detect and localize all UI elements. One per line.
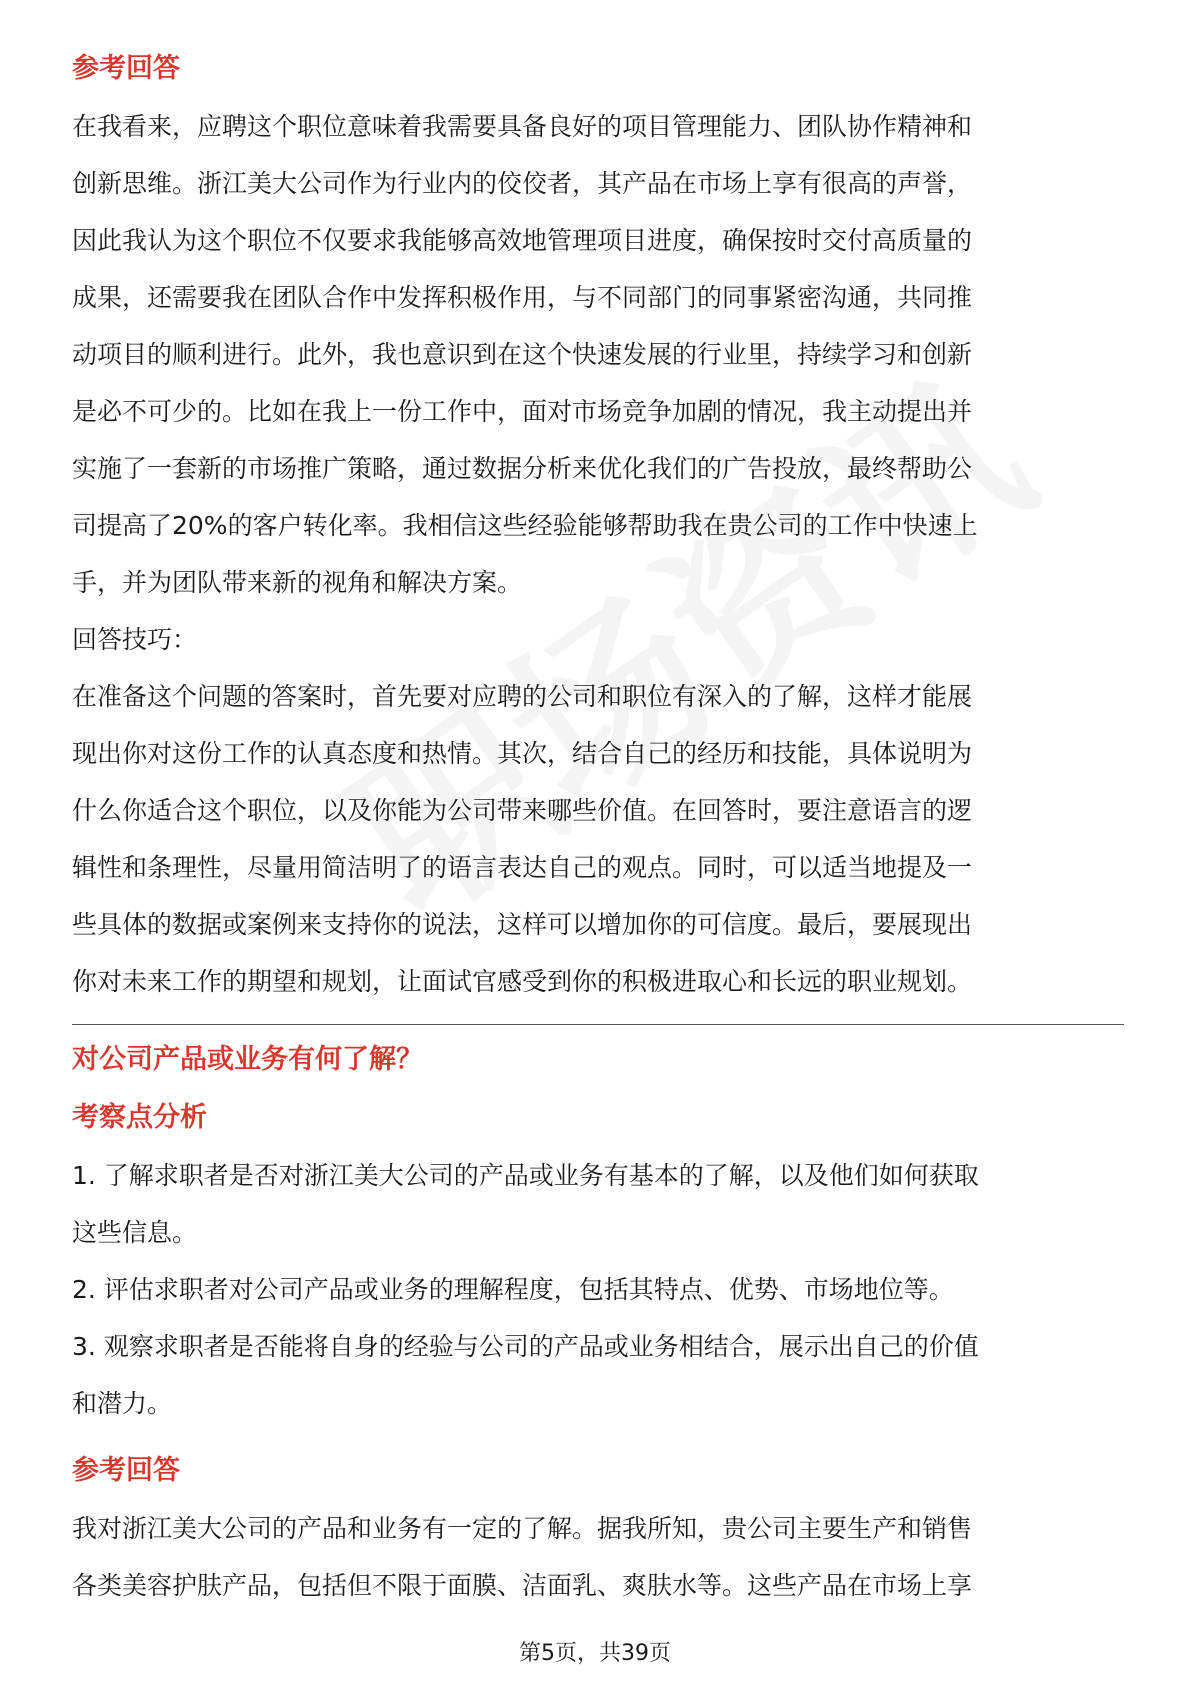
question-heading: 对公司产品或业务有何了解？ <box>72 1044 423 1075</box>
text-line: 在我看来，应聘这个职位意味着我需要具备良好的项目管理能力、团队协作精神和 <box>72 112 973 141</box>
list-item <box>72 1147 1124 1261</box>
text-line: 各类美容护肤产品，包括但不限于面膜、洁面乳、爽肤水等。这些产品在市场上享 <box>72 1571 973 1600</box>
text-line: 你对未来工作的期望和规划，让面试官感受到你的积极进取心和长远的职业规划。 <box>72 967 973 996</box>
analysis-heading: 考察点分析 <box>72 1102 207 1133</box>
text-line: 这些信息。 <box>72 1218 198 1247</box>
text-line: 手，并为团队带来新的视角和解决方案。 <box>72 568 523 597</box>
section-divider <box>72 1024 1124 1025</box>
text-line: 成果，还需要我在团队合作中发挥积极作用，与不同部门的同事紧密沟通，共同推 <box>72 283 973 312</box>
text-line: 我对浙江美大公司的产品和业务有一定的了解。据我所知，贵公司主要生产和销售 <box>72 1514 973 1543</box>
text-line: 现出你对这份工作的认真态度和热情。其次，结合自己的经历和技能，具体说明为 <box>72 739 973 768</box>
text-line: 3. 观察求职者是否能将自身的经验与公司的产品或业务相结合，展示出自己的价值 <box>72 1332 979 1361</box>
reference-answer-heading: 参考回答 <box>72 53 180 84</box>
text-line: 是必不可少的。比如在我上一份工作中，面对市场竞争加剧的情况，我主动提出并 <box>72 397 973 426</box>
text-line: 1. 了解求职者是否对浙江美大公司的产品或业务有基本的了解，以及他们如何获取 <box>72 1161 979 1190</box>
reference-answer-body <box>72 1500 1124 1614</box>
answer-tips-heading: 回答技巧： <box>72 625 198 654</box>
list-item <box>72 1261 1124 1318</box>
text-line: 因此我认为这个职位不仅要求我能够高效地管理项目进度，确保按时交付高质量的 <box>72 226 973 255</box>
text-line: 实施了一套新的市场推广策略，通过数据分析来优化我们的广告投放，最终帮助公 <box>72 454 973 483</box>
document-page <box>72 40 1124 1614</box>
list-item <box>72 1318 1124 1432</box>
text-line: 2. 评估求职者对公司产品或业务的理解程度，包括其特点、优势、市场地位等。 <box>72 1275 954 1304</box>
page-number: 第5页，共39页 <box>519 1641 671 1666</box>
text-line: 什么你适合这个职位，以及你能为公司带来哪些价值。在回答时，要注意语言的逻 <box>72 796 973 825</box>
text-line: 动项目的顺利进行。此外，我也意识到在这个快速发展的行业里，持续学习和创新 <box>72 340 973 369</box>
reference-answer-body <box>72 98 1124 611</box>
text-line: 辑性和条理性，尽量用简洁明了的语言表达自己的观点。同时，可以适当地提及一 <box>72 853 973 882</box>
text-line: 在准备这个问题的答案时，首先要对应聘的公司和职位有深入的了解，这样才能展 <box>72 682 973 711</box>
text-line: 些具体的数据或案例来支持你的说法，这样可以增加你的可信度。最后，要展现出 <box>72 910 973 939</box>
reference-answer-heading: 参考回答 <box>72 1455 180 1486</box>
text-line: 和潜力。 <box>72 1389 173 1418</box>
analysis-list <box>72 1147 1124 1432</box>
answer-tips-body <box>72 668 1124 1010</box>
text-line: 创新思维。浙江美大公司作为行业内的佼佼者，其产品在市场上享有很高的声誉， <box>72 169 973 198</box>
text-line: 司提高了20%的客户转化率。我相信这些经验能够帮助我在贵公司的工作中快速上 <box>72 511 978 540</box>
